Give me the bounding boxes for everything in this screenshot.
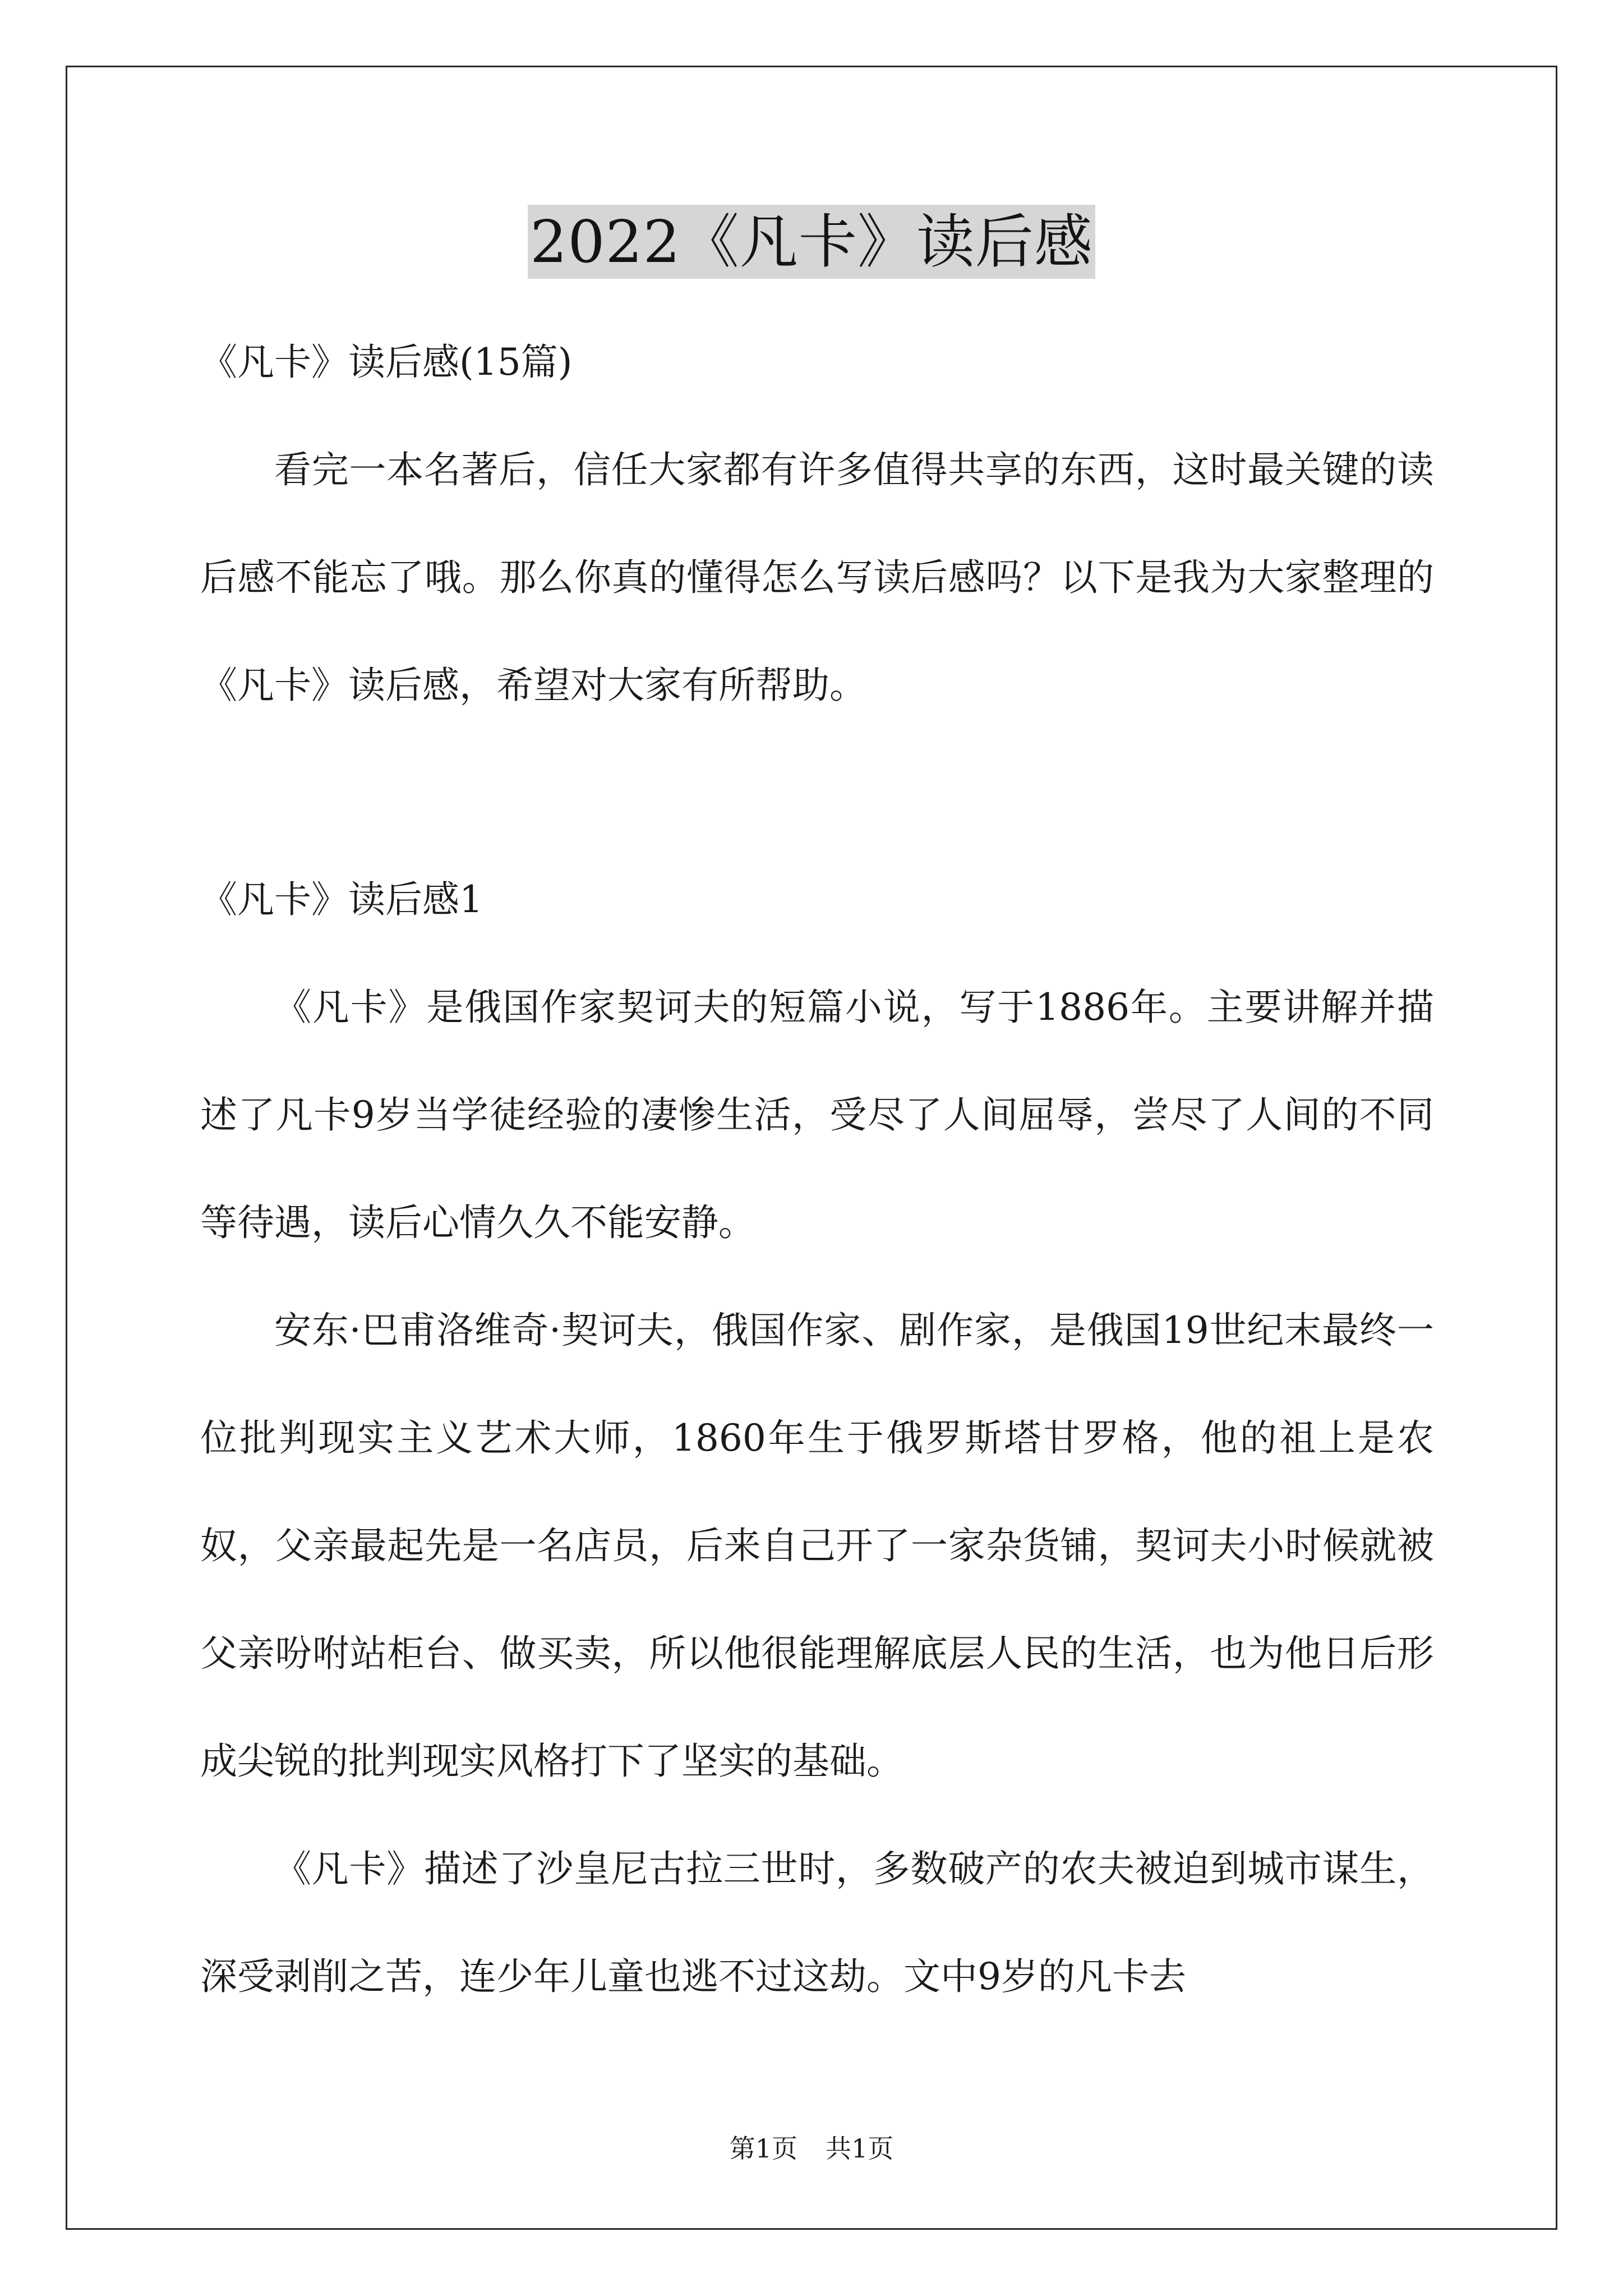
body-paragraph: 安东·巴甫洛维奇·契诃夫，俄国作家、剧作家，是俄国19世纪末最终一位批判现实主义艺术大师，1860年生于俄罗斯塔甘罗格，他的祖上是农奴，父亲最起先是一名店员，后来自己开了一家杂货铺，契诃夫小时候就被父亲吩咐站柜台、做买卖，所以他很能理解底层人民的生活，也为他日后形成尖锐的批判现实风格打下了坚实的基础。 xyxy=(200,1309,1434,1783)
page-footer xyxy=(0,2132,1623,2165)
document-subtitle: 《凡卡》读后感(15篇) xyxy=(200,341,573,384)
section-spacer xyxy=(200,739,1434,846)
body-paragraph: 《凡卡》是俄国作家契诃夫的短篇小说，写于1886年。主要讲解并描述了凡卡9岁当学徒经验的凄惨生活，受尽了人间屈辱，尝尽了人间的不同等待遇，读后心情久久不能安静。 xyxy=(200,986,1434,1244)
page-total: 共1页 xyxy=(826,2133,894,2164)
body-paragraph: 《凡卡》描述了沙皇尼古拉三世时，多数破产的农夫被迫到城市谋生，深受剥削之苦，连少年儿童也逃不过这劫。文中9岁的凡卡去 xyxy=(200,1847,1434,1998)
section-heading: 《凡卡》读后感1 xyxy=(200,878,483,921)
page-number: 第1页 xyxy=(729,2133,797,2164)
document-body xyxy=(200,309,1434,2031)
intro-paragraph: 看完一本名著后，信任大家都有许多值得共享的东西，这时最关键的读后感不能忘了哦。那么你真的懂得怎么写读后感吗？以下是我为大家整理的《凡卡》读后感，希望对大家有所帮助。 xyxy=(200,448,1434,707)
document-title: 2022《凡卡》读后感 xyxy=(528,205,1095,279)
title-container xyxy=(0,205,1623,279)
